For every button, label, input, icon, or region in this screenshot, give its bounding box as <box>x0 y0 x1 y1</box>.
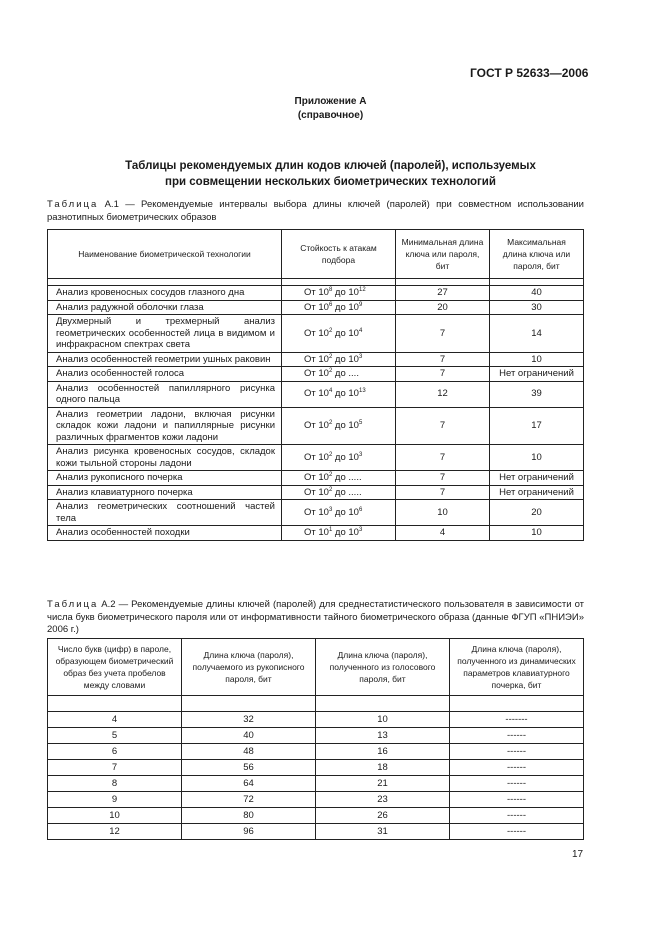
appendix-heading <box>0 95 661 123</box>
table-row <box>48 760 584 776</box>
resistance-cell <box>282 367 396 382</box>
table-row <box>48 485 584 500</box>
technology-cell: Анализ особенностей походки <box>48 526 282 541</box>
resistance-cell <box>282 315 396 353</box>
voice-length-cell: 26 <box>316 808 450 824</box>
table1-body <box>48 279 584 541</box>
min-length-cell: 7 <box>396 352 490 367</box>
max-length-cell: Нет ограничений <box>490 471 584 486</box>
keyboard-length-cell: ------ <box>450 808 584 824</box>
resistance-from-exponent: 2 <box>328 420 333 426</box>
resistance-from-exponent: 2 <box>328 368 333 374</box>
resistance-to: до 10 <box>332 388 359 400</box>
resistance-cell <box>282 471 396 486</box>
resistance-cell <box>282 500 396 526</box>
resistance-from-exponent: 2 <box>328 451 333 458</box>
table1-gap-cell <box>396 279 490 286</box>
resistance-to: до .... <box>332 368 359 379</box>
table1-header-max-length: Максимальная длина ключа или пароля, бит <box>490 230 584 279</box>
letters-count-cell: 10 <box>48 808 182 824</box>
resistance-to: до 10 <box>332 353 359 365</box>
voice-length-cell: 18 <box>316 760 450 776</box>
min-length-cell: 7 <box>396 471 490 486</box>
table1-gap-row <box>48 279 584 286</box>
resistance-cell <box>282 445 396 471</box>
resistance-from: От 10 <box>304 420 329 431</box>
resistance-to-exponent: 12 <box>358 287 366 293</box>
table1-gap-cell <box>490 279 584 286</box>
voice-length-cell: 10 <box>316 712 450 728</box>
resistance-to-exponent: 3 <box>358 451 363 458</box>
resistance-from: От 10 <box>304 451 329 463</box>
resistance-cell <box>282 381 396 407</box>
handwritten-length-cell: 40 <box>182 728 316 744</box>
resistance-to: до 10 <box>332 301 359 313</box>
resistance-cell <box>282 300 396 315</box>
resistance-cell <box>282 485 396 500</box>
resistance-from-exponent: 4 <box>328 388 333 395</box>
resistance-to: до 10 <box>332 451 359 463</box>
resistance-cell <box>282 407 396 445</box>
page-title-line-1: Таблицы рекомендуемых длин кодов ключей (паролей), используемых <box>125 160 536 172</box>
table1-gap-cell <box>282 279 396 286</box>
handwritten-length-cell: 48 <box>182 744 316 760</box>
resistance-to-exponent: 3 <box>358 353 363 360</box>
keyboard-length-cell: ------- <box>450 712 584 728</box>
resistance-from-exponent: 6 <box>328 301 333 308</box>
technology-cell: Анализ геометрических соотношений частей тела <box>48 500 282 526</box>
resistance-from-exponent: 2 <box>328 353 333 360</box>
table1-caption <box>47 199 584 224</box>
page-title <box>0 158 661 190</box>
table2-header-letters: Число букв (цифр) в пароле, образующем биометрический образ без учета пробелов между словами <box>48 639 182 696</box>
resistance-cell <box>282 352 396 367</box>
table-row <box>48 744 584 760</box>
table2-caption <box>47 599 584 637</box>
resistance-from: От 10 <box>304 472 329 483</box>
table-row <box>48 315 584 353</box>
resistance-from: От 10 <box>304 327 329 339</box>
table-row <box>48 792 584 808</box>
resistance-to: до 10 <box>332 506 359 518</box>
table-row <box>48 808 584 824</box>
keyboard-length-cell: ------ <box>450 728 584 744</box>
resistance-to: до 10 <box>332 420 359 431</box>
voice-length-cell: 23 <box>316 792 450 808</box>
table-row <box>48 300 584 315</box>
technology-cell: Анализ особенностей папиллярного рисунка одного пальца <box>48 381 282 407</box>
max-length-cell: 40 <box>490 286 584 301</box>
table-row <box>48 712 584 728</box>
technology-cell: Анализ рисунка кровеносных сосудов, складок кожи тыльной стороны ладони <box>48 445 282 471</box>
resistance-from: От 10 <box>304 506 329 518</box>
table1-caption-label: Таблица <box>47 199 99 210</box>
table1-caption-text: А.1 — Рекомендуемые интервалы выбора длины ключей (паролей) при совместном использовании разнотипных биометрических образов <box>47 199 584 223</box>
voice-length-cell: 21 <box>316 776 450 792</box>
min-length-cell: 7 <box>396 315 490 353</box>
table2-gap-cell <box>182 696 316 712</box>
max-length-cell: 10 <box>490 526 584 541</box>
table-row <box>48 367 584 382</box>
voice-length-cell: 31 <box>316 824 450 840</box>
keyboard-length-cell: ------ <box>450 824 584 840</box>
table-row <box>48 776 584 792</box>
table1-gap-cell <box>48 279 282 286</box>
min-length-cell: 4 <box>396 526 490 541</box>
resistance-to: до 10 <box>332 527 359 538</box>
table2-caption-label: Таблица <box>47 599 99 610</box>
table-row <box>48 728 584 744</box>
table2-caption-text: А.2 — Рекомендуемые длины ключей (паролей) для среднестатистического пользователя в зависимости от числа букв биометрического пароля или от информативности тайного биометрического образа (данные ФГУП «ПНИЭИ» 2006 г.) <box>47 599 584 635</box>
table-row <box>48 824 584 840</box>
keyboard-length-cell: ------ <box>450 744 584 760</box>
resistance-to: до 10 <box>332 287 359 298</box>
resistance-to-exponent: 4 <box>358 327 363 334</box>
letters-count-cell: 7 <box>48 760 182 776</box>
table-row <box>48 407 584 445</box>
technology-cell: Анализ кровеносных сосудов глазного дна <box>48 286 282 301</box>
resistance-from: От 10 <box>304 388 329 400</box>
resistance-to-exponent: 6 <box>358 506 363 513</box>
technology-cell: Двухмерный и трехмерный анализ геометрических особенностей лица в видимом и инфракрасном спектрах света <box>48 315 282 353</box>
table2-body <box>48 696 584 840</box>
voice-length-cell: 13 <box>316 728 450 744</box>
resistance-from-exponent: 2 <box>328 327 333 334</box>
table2-gap-cell <box>316 696 450 712</box>
handwritten-length-cell: 72 <box>182 792 316 808</box>
min-length-cell: 7 <box>396 445 490 471</box>
handwritten-length-cell: 32 <box>182 712 316 728</box>
resistance-from: От 10 <box>304 353 329 365</box>
table-row <box>48 286 584 301</box>
resistance-to-exponent: 3 <box>358 527 363 533</box>
max-length-cell: 20 <box>490 500 584 526</box>
page-title-line-2: при совмещении нескольких биометрических технологий <box>165 176 496 188</box>
appendix-label: Приложение А <box>294 96 367 107</box>
table-row <box>48 445 584 471</box>
min-length-cell: 7 <box>396 407 490 445</box>
min-length-cell: 10 <box>396 500 490 526</box>
letters-count-cell: 12 <box>48 824 182 840</box>
max-length-cell: 10 <box>490 445 584 471</box>
min-length-cell: 27 <box>396 286 490 301</box>
table2-gap-row <box>48 696 584 712</box>
max-length-cell: Нет ограничений <box>490 485 584 500</box>
max-length-cell: 10 <box>490 352 584 367</box>
table2-gap-cell <box>48 696 182 712</box>
resistance-from: От 10 <box>304 301 329 313</box>
resistance-cell <box>282 526 396 541</box>
appendix-type: (справочное) <box>297 110 364 121</box>
resistance-from: От 10 <box>304 527 329 538</box>
max-length-cell: 30 <box>490 300 584 315</box>
min-length-cell: 12 <box>396 381 490 407</box>
technology-cell: Анализ особенностей голоса <box>48 367 282 382</box>
resistance-to: до 10 <box>332 327 359 339</box>
resistance-to-exponent: 5 <box>358 420 363 426</box>
max-length-cell: 14 <box>490 315 584 353</box>
technology-cell: Анализ геометрии ладони, включая рисунки складок кожи ладони и папиллярные рисунки различных фрагментов кожи ладони <box>48 407 282 445</box>
keyboard-length-cell: ------ <box>450 792 584 808</box>
voice-length-cell: 16 <box>316 744 450 760</box>
table2-header-keyboard: Длина ключа (пароля), полученного из динамических параметров клавиатурного почерка, бит <box>450 639 584 696</box>
table1-header-resistance: Стойкость к атакам подбора <box>282 230 396 279</box>
technology-cell: Анализ особенностей геометрии ушных раковин <box>48 352 282 367</box>
keyboard-length-cell: ------ <box>450 760 584 776</box>
table-row <box>48 381 584 407</box>
table2-header-voice: Длина ключа (пароля), полученного из голосового пароля, бит <box>316 639 450 696</box>
handwritten-length-cell: 80 <box>182 808 316 824</box>
resistance-cell <box>282 286 396 301</box>
resistance-from: От 10 <box>304 486 329 498</box>
max-length-cell: 39 <box>490 381 584 407</box>
min-length-cell: 7 <box>396 485 490 500</box>
table1-header-technology: Наименование биометрической технологии <box>48 230 282 279</box>
technology-cell: Анализ рукописного почерка <box>48 471 282 486</box>
table1-header-row <box>48 230 584 279</box>
table-row <box>48 526 584 541</box>
page-number: 17 <box>572 849 584 860</box>
resistance-to: до ..... <box>332 486 362 498</box>
handwritten-length-cell: 96 <box>182 824 316 840</box>
letters-count-cell: 9 <box>48 792 182 808</box>
letters-count-cell: 5 <box>48 728 182 744</box>
keyboard-length-cell: ------ <box>450 776 584 792</box>
technology-cell: Анализ клавиатурного почерка <box>48 485 282 500</box>
min-length-cell: 20 <box>396 300 490 315</box>
handwritten-length-cell: 64 <box>182 776 316 792</box>
resistance-from-exponent: 8 <box>328 287 333 293</box>
letters-count-cell: 4 <box>48 712 182 728</box>
document-code: ГОСТ Р 52633—2006 <box>470 66 589 80</box>
min-length-cell: 7 <box>396 367 490 382</box>
resistance-from: От 10 <box>304 287 329 298</box>
table2-header-row <box>48 639 584 696</box>
resistance-from-exponent: 2 <box>328 486 333 493</box>
table1-header-min-length: Минимальная длина ключа или пароля, бит <box>396 230 490 279</box>
max-length-cell: Нет ограничений <box>490 367 584 382</box>
resistance-from-exponent: 3 <box>328 506 333 513</box>
resistance-from-exponent: 1 <box>328 527 333 533</box>
resistance-to-exponent: 13 <box>358 388 366 395</box>
resistance-to-exponent: 9 <box>358 301 363 308</box>
max-length-cell: 17 <box>490 407 584 445</box>
table2-header-handwritten: Длина ключа (пароля), получаемого из рукописного пароля, бит <box>182 639 316 696</box>
handwritten-length-cell: 56 <box>182 760 316 776</box>
technology-cell: Анализ радужной оболочки глаза <box>48 300 282 315</box>
table-row <box>48 471 584 486</box>
letters-count-cell: 6 <box>48 744 182 760</box>
letters-count-cell: 8 <box>48 776 182 792</box>
table-row <box>48 352 584 367</box>
table-row <box>48 500 584 526</box>
table-biometric-intervals <box>47 229 584 541</box>
resistance-from: От 10 <box>304 368 329 379</box>
resistance-from-exponent: 2 <box>328 472 333 478</box>
table-password-lengths <box>47 638 584 840</box>
resistance-to: до ..... <box>332 472 362 483</box>
table2-gap-cell <box>450 696 584 712</box>
